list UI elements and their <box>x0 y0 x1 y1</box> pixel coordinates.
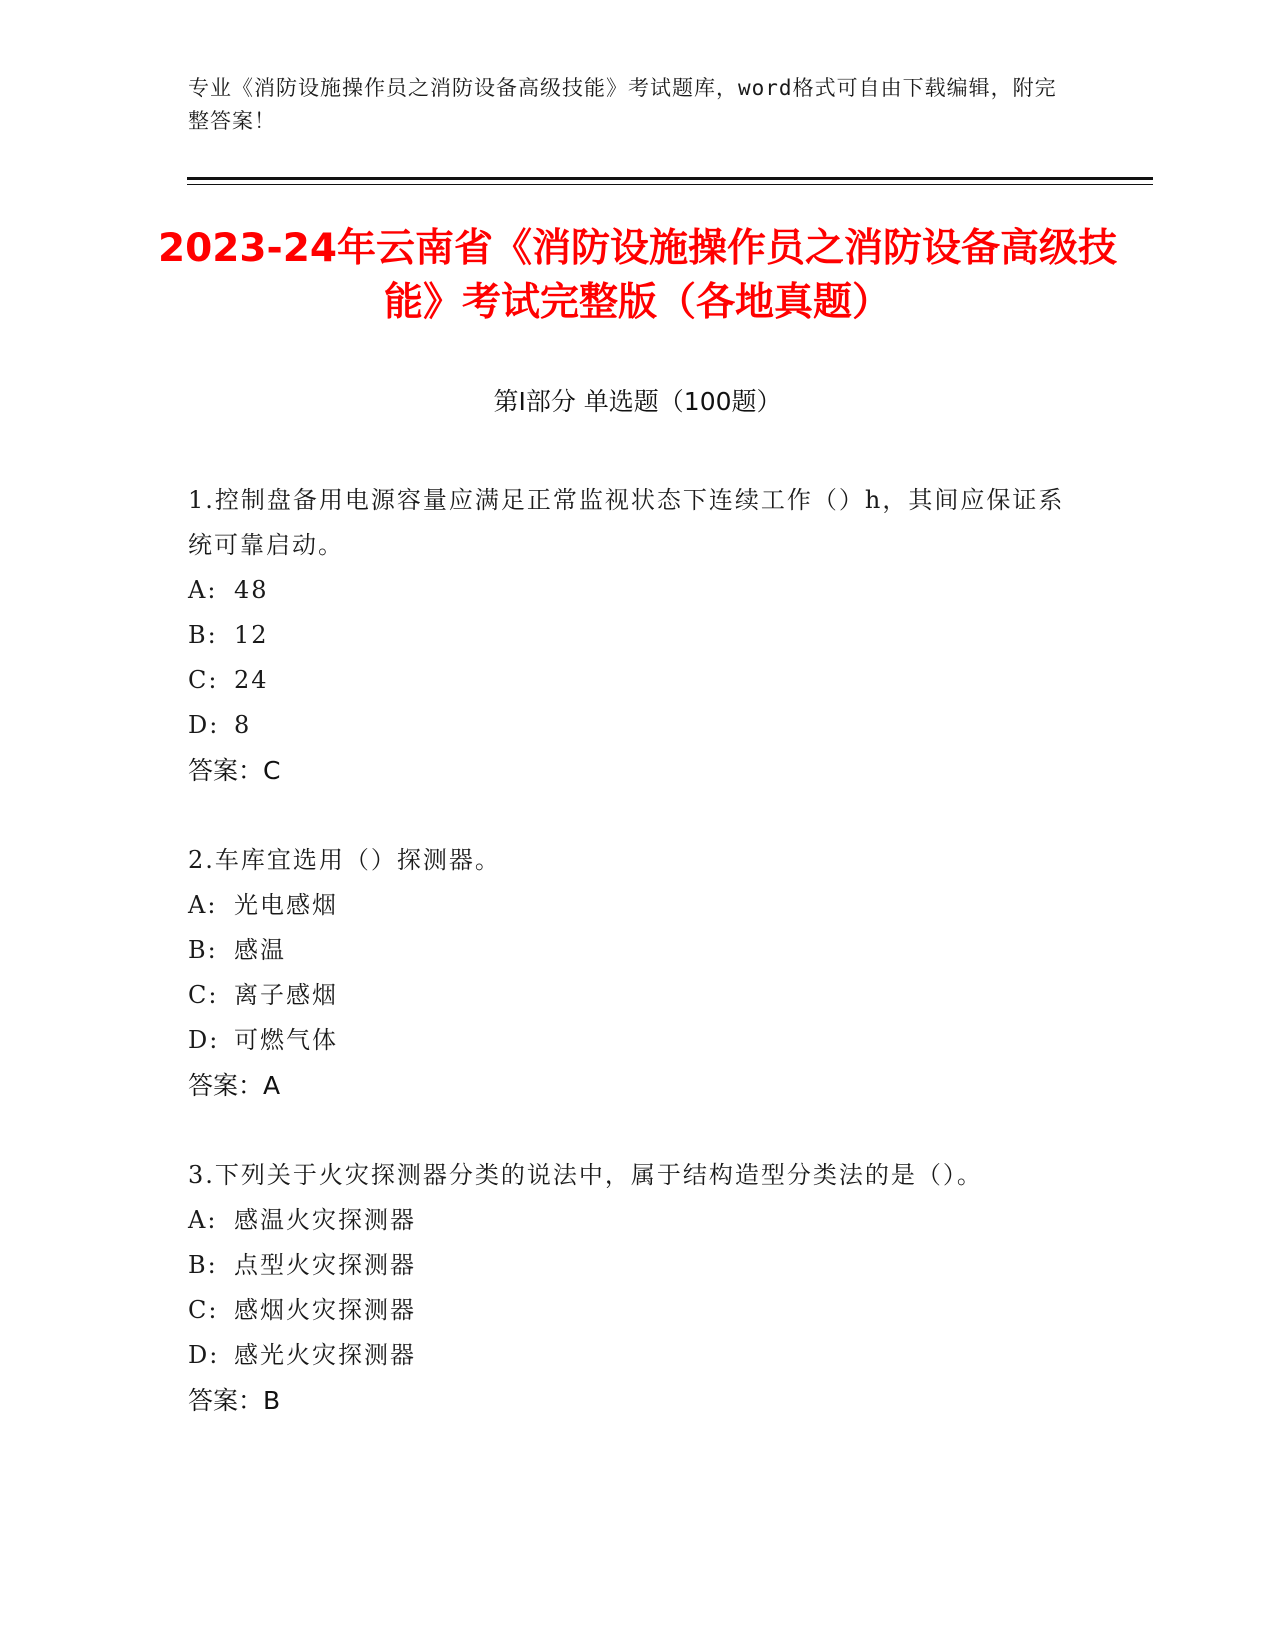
question-stem: 3.下列关于火灾探测器分类的说法中，属于结构造型分类法的是（）。 <box>188 1161 983 1189</box>
option-text: 光电感烟 <box>234 891 338 919</box>
option-c <box>188 658 1088 703</box>
option-text: 8 <box>234 711 252 739</box>
option-a <box>188 1198 1088 1243</box>
option-key: C: <box>188 1296 219 1324</box>
section-title: 第Ⅰ部分 单选题（100题） <box>493 387 782 416</box>
option-key: A: <box>188 891 218 919</box>
option-text: 感光火灾探测器 <box>234 1341 416 1369</box>
option-d <box>188 1333 1088 1378</box>
question-list <box>188 478 1088 1468</box>
option-text: 12 <box>234 621 269 649</box>
header-rule-thin <box>187 184 1153 185</box>
option-key: B: <box>188 936 218 964</box>
option-key: C: <box>188 666 219 694</box>
option-c <box>188 1288 1088 1333</box>
option-b <box>188 1243 1088 1288</box>
question-3 <box>188 1153 1088 1424</box>
option-key: B: <box>188 1251 218 1279</box>
option-key: D: <box>188 711 220 739</box>
option-key: A: <box>188 1206 218 1234</box>
option-text: 感烟火灾探测器 <box>234 1296 416 1324</box>
header-rule-thick <box>187 177 1153 180</box>
option-text: 感温火灾探测器 <box>234 1206 416 1234</box>
question-answer: 答案：B <box>188 1386 281 1415</box>
option-d <box>188 1018 1088 1063</box>
option-text: 点型火灾探测器 <box>234 1251 416 1279</box>
question-1 <box>188 478 1088 794</box>
option-a <box>188 568 1088 613</box>
option-key: B: <box>188 621 218 649</box>
option-text: 24 <box>234 666 269 694</box>
question-answer: 答案：C <box>188 756 281 785</box>
option-text: 离子感烟 <box>234 981 338 1009</box>
option-a <box>188 883 1088 928</box>
question-answer: 答案：A <box>188 1071 281 1100</box>
document-title: 2023-24年云南省《消防设施操作员之消防设备高级技能》考试完整版（各地真题） <box>157 226 1117 325</box>
option-key: A: <box>188 576 218 604</box>
option-text: 可燃气体 <box>234 1026 338 1054</box>
option-key: C: <box>188 981 219 1009</box>
question-2 <box>188 838 1088 1109</box>
option-key: D: <box>188 1026 220 1054</box>
header-note: 专业《消防设施操作员之消防设备高级技能》考试题库，word格式可自由下载编辑，附完整答案！ <box>188 76 1057 133</box>
option-text: 48 <box>234 576 269 604</box>
question-stem: 2.车库宜选用（）探测器。 <box>188 846 501 874</box>
option-key: D: <box>188 1341 220 1369</box>
option-b <box>188 928 1088 973</box>
option-d <box>188 703 1088 748</box>
question-stem: 1.控制盘备用电源容量应满足正常监视状态下连续工作（）h，其间应保证系统可靠启动。 <box>188 486 1065 559</box>
option-b <box>188 613 1088 658</box>
option-c <box>188 973 1088 1018</box>
option-text: 感温 <box>234 936 286 964</box>
